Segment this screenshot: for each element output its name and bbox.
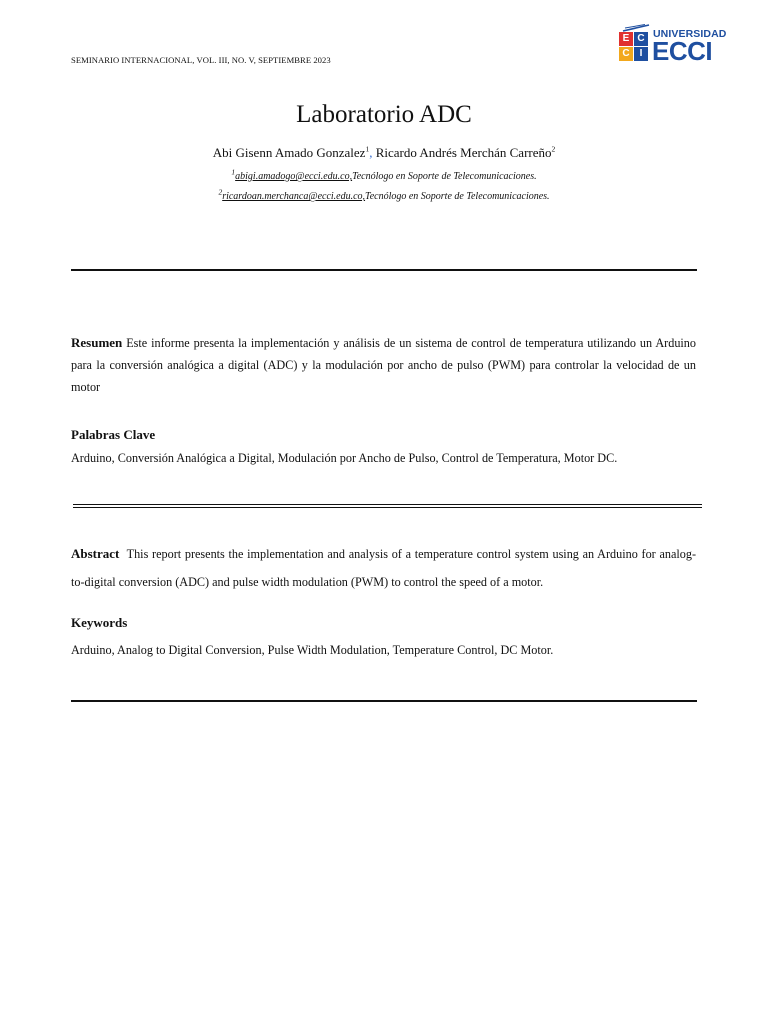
logo-university-text: UNIVERSIDAD bbox=[653, 28, 727, 40]
affiliation-1 bbox=[0, 167, 768, 182]
author-mark: 2 bbox=[551, 144, 556, 154]
section-divider bbox=[71, 700, 697, 702]
resumen-label: Resumen bbox=[71, 335, 123, 350]
logo-tile-i: I bbox=[634, 47, 648, 61]
section-divider bbox=[71, 269, 697, 271]
keywords-heading: Keywords bbox=[71, 615, 128, 630]
author-name: Ricardo Andrés Merchán Carreño bbox=[375, 145, 552, 160]
university-logo bbox=[619, 24, 729, 66]
author-name: Abi Gisenn Amado Gonzalez bbox=[212, 145, 366, 160]
email-link[interactable]: abigi.amadogo@ecci.edu.co, bbox=[235, 171, 353, 182]
roof-icon bbox=[621, 24, 651, 32]
affiliation-text: Tecnólogo en Soporte de Telecomunicaciones. bbox=[365, 191, 550, 202]
palabras-clave-text: Arduino, Conversión Analógica a Digital, Modulación por Ancho de Pulso, Control de Temperatura, Motor DC. bbox=[71, 451, 618, 465]
logo-tiles bbox=[619, 32, 649, 62]
logo-tile-e: E bbox=[619, 32, 633, 46]
running-header: SEMINARIO INTERNACIONAL, VOL. III, NO. V, SEPTIEMBRE 2023 bbox=[71, 55, 331, 65]
author-mark: 1 bbox=[365, 144, 370, 154]
palabras-clave-heading: Palabras Clave bbox=[71, 427, 156, 442]
double-divider-bottom bbox=[73, 507, 702, 508]
affiliation-text: Tecnólogo en Soporte de Telecomunicaciones. bbox=[352, 171, 537, 182]
abstract-label: Abstract bbox=[71, 546, 120, 561]
abstract-paragraph bbox=[71, 540, 696, 596]
paper-title: Laboratorio ADC bbox=[296, 101, 472, 128]
logo-tile-c1: C bbox=[634, 32, 648, 46]
abstract-text: This report presents the implementation and analysis of a temperature control system using an Arduino for analog-to-digital conversion (ADC) and pulse width modulation (PWM) to control the speed of a motor. bbox=[71, 547, 697, 589]
keywords-text: Arduino, Analog to Digital Conversion, Pulse Width Modulation, Temperature Control, DC Motor. bbox=[71, 643, 554, 657]
affiliation-mark: 1 bbox=[231, 167, 236, 177]
author-separator: , bbox=[369, 145, 373, 160]
author-list bbox=[0, 145, 768, 161]
logo-tile-c2: C bbox=[619, 47, 633, 61]
affiliation-mark: 2 bbox=[218, 187, 223, 197]
email-link[interactable]: ricardoan.merchanca@ecci.edu.co, bbox=[222, 191, 366, 202]
resumen-paragraph bbox=[71, 332, 696, 398]
resumen-text: Este informe presenta la implementación y análisis de un sistema de control de temperatura utilizando un Arduino para la conversión analógica a digital (ADC) y la modulación por ancho de pulso (PWM) para controlar la velocidad de un motor bbox=[71, 336, 696, 394]
logo-ecci-text: ECCI bbox=[652, 36, 713, 66]
affiliation-2 bbox=[0, 187, 768, 202]
double-divider-top bbox=[73, 504, 702, 505]
